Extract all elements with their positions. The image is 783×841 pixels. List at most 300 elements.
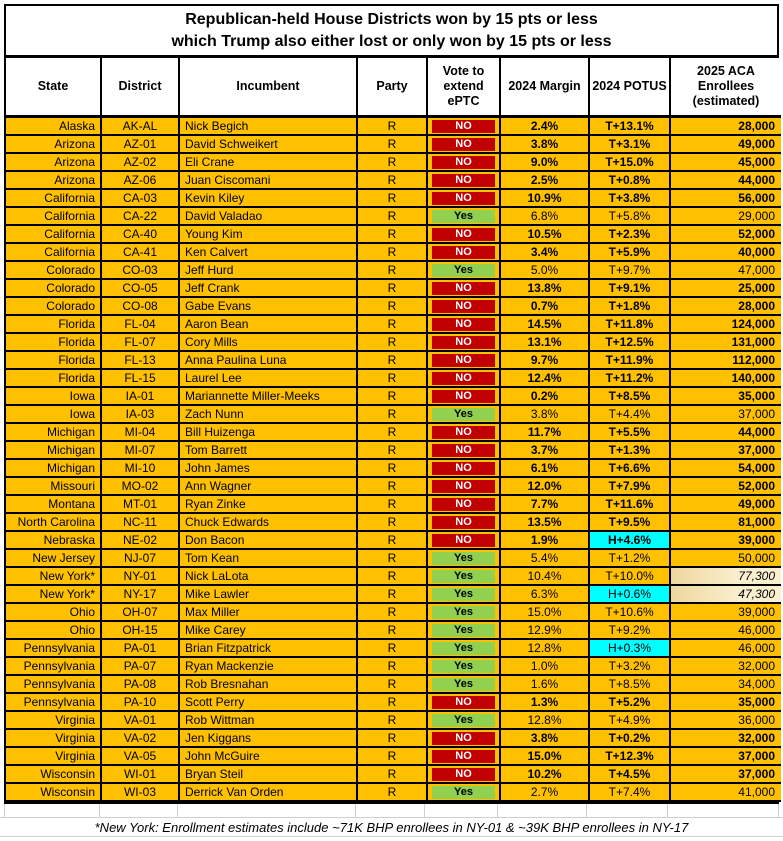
table-row <box>6 279 781 297</box>
cell-enrollees: 37,000 <box>670 405 781 423</box>
cell-vote <box>427 459 500 477</box>
table-row <box>6 477 781 495</box>
cell-party: R <box>357 639 427 657</box>
table-title <box>6 6 777 58</box>
cell-vote <box>427 135 500 153</box>
grid-cell <box>178 804 356 817</box>
cell-vote <box>427 315 500 333</box>
cell-district: IA-03 <box>101 405 179 423</box>
grid-cell <box>100 804 178 817</box>
cell-incumbent: Derrick Van Orden <box>179 783 357 801</box>
cell-state: Iowa <box>6 405 101 423</box>
cell-enrollees: 25,000 <box>670 279 781 297</box>
cell-enrollees: 140,000 <box>670 369 781 387</box>
cell-potus: T+11.9% <box>589 351 670 369</box>
vote-no-badge: NO <box>432 120 495 133</box>
vote-no-badge: NO <box>432 390 495 403</box>
vote-no-badge: NO <box>432 498 495 511</box>
cell-incumbent: Bill Huizenga <box>179 423 357 441</box>
cell-incumbent: Ken Calvert <box>179 243 357 261</box>
cell-vote <box>427 639 500 657</box>
cell-party: R <box>357 585 427 603</box>
cell-vote <box>427 171 500 189</box>
col-header-incumbent: Incumbent <box>179 58 357 117</box>
cell-district: AZ-01 <box>101 135 179 153</box>
table-row <box>6 189 781 207</box>
cell-district: WI-03 <box>101 783 179 801</box>
cell-potus: T+3.2% <box>589 657 670 675</box>
vote-no-badge: NO <box>432 732 495 745</box>
vote-no-badge: NO <box>432 516 495 529</box>
cell-enrollees: 37,000 <box>670 765 781 783</box>
cell-margin: 1.0% <box>500 657 589 675</box>
cell-state: Virginia <box>6 711 101 729</box>
cell-potus: T+5.2% <box>589 693 670 711</box>
cell-margin: 1.9% <box>500 531 589 549</box>
cell-district: IA-01 <box>101 387 179 405</box>
cell-margin: 10.5% <box>500 225 589 243</box>
table-row <box>6 639 781 657</box>
cell-vote <box>427 243 500 261</box>
grid-cell <box>5 804 100 817</box>
grid-cell <box>587 804 668 817</box>
cell-incumbent: Nick LaLota <box>179 567 357 585</box>
cell-district: PA-08 <box>101 675 179 693</box>
cell-party: R <box>357 315 427 333</box>
cell-margin: 10.2% <box>500 765 589 783</box>
cell-party: R <box>357 747 427 765</box>
cell-vote <box>427 405 500 423</box>
cell-potus: T+9.7% <box>589 261 670 279</box>
cell-state: Arizona <box>6 171 101 189</box>
cell-vote <box>427 387 500 405</box>
cell-potus: T+12.3% <box>589 747 670 765</box>
cell-state: California <box>6 189 101 207</box>
cell-district: PA-10 <box>101 693 179 711</box>
cell-margin: 10.4% <box>500 567 589 585</box>
cell-state: California <box>6 243 101 261</box>
cell-district: FL-07 <box>101 333 179 351</box>
cell-margin: 3.8% <box>500 729 589 747</box>
cell-district: CO-05 <box>101 279 179 297</box>
vote-no-badge: NO <box>432 174 495 187</box>
cell-incumbent: Jeff Hurd <box>179 261 357 279</box>
cell-potus: T+0.2% <box>589 729 670 747</box>
cell-district: AZ-06 <box>101 171 179 189</box>
cell-district: OH-07 <box>101 603 179 621</box>
table-row <box>6 423 781 441</box>
cell-state: Arizona <box>6 135 101 153</box>
cell-state: Michigan <box>6 441 101 459</box>
cell-potus: T+11.2% <box>589 369 670 387</box>
cell-vote <box>427 333 500 351</box>
cell-potus: T+13.1% <box>589 117 670 136</box>
cell-margin: 12.0% <box>500 477 589 495</box>
cell-incumbent: Gabe Evans <box>179 297 357 315</box>
cell-incumbent: Tom Kean <box>179 549 357 567</box>
col-header-enrollees: 2025 ACA Enrollees (estimated) <box>670 58 781 117</box>
cell-potus: H+0.3% <box>589 639 670 657</box>
table-row <box>6 783 781 801</box>
cell-incumbent: Ann Wagner <box>179 477 357 495</box>
cell-potus: T+11.8% <box>589 315 670 333</box>
table-row <box>6 621 781 639</box>
cell-enrollees: 46,000 <box>670 639 781 657</box>
cell-potus: T+4.4% <box>589 405 670 423</box>
cell-margin: 2.7% <box>500 783 589 801</box>
cell-vote <box>427 693 500 711</box>
cell-potus: T+8.5% <box>589 675 670 693</box>
cell-incumbent: John James <box>179 459 357 477</box>
vote-yes-badge: Yes <box>432 408 495 421</box>
cell-state: Ohio <box>6 621 101 639</box>
cell-vote <box>427 567 500 585</box>
cell-enrollees: 46,000 <box>670 621 781 639</box>
cell-potus: T+9.1% <box>589 279 670 297</box>
cell-party: R <box>357 207 427 225</box>
vote-yes-badge: Yes <box>432 588 495 601</box>
cell-state: Pennsylvania <box>6 657 101 675</box>
cell-potus: H+4.6% <box>589 531 670 549</box>
table-row <box>6 441 781 459</box>
cell-state: New York* <box>6 585 101 603</box>
cell-vote <box>427 261 500 279</box>
cell-margin: 3.7% <box>500 441 589 459</box>
grid-cell <box>356 804 426 817</box>
cell-state: Wisconsin <box>6 783 101 801</box>
cell-enrollees: 39,000 <box>670 603 781 621</box>
table-row <box>6 387 781 405</box>
table-row <box>6 225 781 243</box>
cell-party: R <box>357 117 427 136</box>
cell-potus: T+3.1% <box>589 135 670 153</box>
cell-enrollees: 47,000 <box>670 261 781 279</box>
grid-cell <box>425 804 498 817</box>
cell-incumbent: Max Miller <box>179 603 357 621</box>
cell-enrollees: 41,000 <box>670 783 781 801</box>
cell-margin: 1.6% <box>500 675 589 693</box>
cell-enrollees: 37,000 <box>670 747 781 765</box>
cell-district: CO-08 <box>101 297 179 315</box>
cell-state: Alaska <box>6 117 101 136</box>
cell-vote <box>427 603 500 621</box>
cell-vote <box>427 585 500 603</box>
cell-margin: 6.1% <box>500 459 589 477</box>
cell-party: R <box>357 621 427 639</box>
cell-enrollees: 47,300 <box>670 585 781 603</box>
table-row <box>6 711 781 729</box>
cell-enrollees: 81,000 <box>670 513 781 531</box>
cell-party: R <box>357 675 427 693</box>
cell-district: VA-01 <box>101 711 179 729</box>
cell-state: Pennsylvania <box>6 693 101 711</box>
cell-enrollees: 50,000 <box>670 549 781 567</box>
table-row <box>6 405 781 423</box>
vote-no-badge: NO <box>432 534 495 547</box>
cell-enrollees: 28,000 <box>670 117 781 136</box>
cell-party: R <box>357 189 427 207</box>
table-row <box>6 693 781 711</box>
cell-state: Colorado <box>6 261 101 279</box>
cell-incumbent: Rob Wittman <box>179 711 357 729</box>
districts-table-frame <box>4 4 779 804</box>
table-row <box>6 117 781 136</box>
cell-party: R <box>357 405 427 423</box>
cell-potus: T+1.3% <box>589 441 670 459</box>
cell-margin: 3.8% <box>500 405 589 423</box>
cell-vote <box>427 189 500 207</box>
cell-district: AZ-02 <box>101 153 179 171</box>
vote-yes-badge: Yes <box>432 606 495 619</box>
cell-incumbent: Bryan Steil <box>179 765 357 783</box>
cell-district: NY-17 <box>101 585 179 603</box>
vote-yes-badge: Yes <box>432 570 495 583</box>
cell-enrollees: 56,000 <box>670 189 781 207</box>
cell-enrollees: 32,000 <box>670 657 781 675</box>
vote-yes-badge: Yes <box>432 786 495 799</box>
cell-party: R <box>357 513 427 531</box>
cell-potus: T+10.0% <box>589 567 670 585</box>
cell-district: PA-01 <box>101 639 179 657</box>
cell-party: R <box>357 297 427 315</box>
col-header-district: District <box>101 58 179 117</box>
cell-potus: T+6.6% <box>589 459 670 477</box>
cell-vote <box>427 207 500 225</box>
cell-party: R <box>357 603 427 621</box>
cell-margin: 12.4% <box>500 369 589 387</box>
col-header-vote: Vote to extend ePTC <box>427 58 500 117</box>
cell-margin: 13.1% <box>500 333 589 351</box>
col-header-margin: 2024 Margin <box>500 58 589 117</box>
cell-potus: T+7.9% <box>589 477 670 495</box>
cell-party: R <box>357 711 427 729</box>
cell-state: Florida <box>6 333 101 351</box>
cell-district: MO-02 <box>101 477 179 495</box>
cell-vote <box>427 477 500 495</box>
cell-potus: T+3.8% <box>589 189 670 207</box>
cell-party: R <box>357 567 427 585</box>
cell-district: FL-15 <box>101 369 179 387</box>
cell-vote <box>427 657 500 675</box>
cell-vote <box>427 675 500 693</box>
cell-state: Florida <box>6 369 101 387</box>
cell-party: R <box>357 387 427 405</box>
cell-party: R <box>357 495 427 513</box>
vote-no-badge: NO <box>432 228 495 241</box>
cell-enrollees: 34,000 <box>670 675 781 693</box>
cell-district: MT-01 <box>101 495 179 513</box>
cell-potus: T+9.5% <box>589 513 670 531</box>
cell-potus: T+9.2% <box>589 621 670 639</box>
cell-party: R <box>357 693 427 711</box>
table-row <box>6 495 781 513</box>
cell-incumbent: Rob Bresnahan <box>179 675 357 693</box>
cell-vote <box>427 369 500 387</box>
title-line-1: Republican-held House Districts won by 15 pts or less <box>185 10 598 28</box>
cell-state: New York* <box>6 567 101 585</box>
cell-incumbent: Scott Perry <box>179 693 357 711</box>
cell-incumbent: Ryan Zinke <box>179 495 357 513</box>
vote-no-badge: NO <box>432 444 495 457</box>
table-row <box>6 243 781 261</box>
cell-incumbent: Brian Fitzpatrick <box>179 639 357 657</box>
cell-margin: 11.7% <box>500 423 589 441</box>
vote-no-badge: NO <box>432 300 495 313</box>
cell-potus: H+0.6% <box>589 585 670 603</box>
cell-margin: 3.8% <box>500 135 589 153</box>
cell-state: Florida <box>6 315 101 333</box>
cell-vote <box>427 495 500 513</box>
cell-district: VA-02 <box>101 729 179 747</box>
cell-margin: 7.7% <box>500 495 589 513</box>
cell-state: Colorado <box>6 279 101 297</box>
cell-party: R <box>357 225 427 243</box>
cell-margin: 14.5% <box>500 315 589 333</box>
table-row <box>6 297 781 315</box>
footnote: *New York: Enrollment estimates include ~71K BHP enrollees in NY-01 & ~39K BHP enrollees in NY-17 <box>0 817 783 837</box>
cell-potus: T+0.8% <box>589 171 670 189</box>
vote-no-badge: NO <box>432 696 495 709</box>
vote-yes-badge: Yes <box>432 678 495 691</box>
vote-no-badge: NO <box>432 282 495 295</box>
vote-no-badge: NO <box>432 354 495 367</box>
cell-potus: T+2.3% <box>589 225 670 243</box>
cell-incumbent: Nick Begich <box>179 117 357 136</box>
cell-incumbent: Aaron Bean <box>179 315 357 333</box>
cell-state: Ohio <box>6 603 101 621</box>
cell-state: Virginia <box>6 747 101 765</box>
cell-party: R <box>357 135 427 153</box>
cell-party: R <box>357 423 427 441</box>
cell-margin: 15.0% <box>500 603 589 621</box>
cell-vote <box>427 783 500 801</box>
cell-potus: T+12.5% <box>589 333 670 351</box>
vote-no-badge: NO <box>432 318 495 331</box>
vote-no-badge: NO <box>432 462 495 475</box>
cell-vote <box>427 549 500 567</box>
cell-party: R <box>357 477 427 495</box>
vote-yes-badge: Yes <box>432 660 495 673</box>
table-row <box>6 207 781 225</box>
table-row <box>6 765 781 783</box>
vote-no-badge: NO <box>432 336 495 349</box>
cell-enrollees: 35,000 <box>670 693 781 711</box>
cell-state: Arizona <box>6 153 101 171</box>
cell-potus: T+5.8% <box>589 207 670 225</box>
cell-state: Missouri <box>6 477 101 495</box>
cell-district: MI-10 <box>101 459 179 477</box>
cell-vote <box>427 513 500 531</box>
cell-vote <box>427 351 500 369</box>
cell-state: North Carolina <box>6 513 101 531</box>
cell-margin: 1.3% <box>500 693 589 711</box>
vote-yes-badge: Yes <box>432 552 495 565</box>
vote-no-badge: NO <box>432 138 495 151</box>
cell-incumbent: Kevin Kiley <box>179 189 357 207</box>
cell-incumbent: Young Kim <box>179 225 357 243</box>
table-row <box>6 369 781 387</box>
cell-incumbent: David Schweikert <box>179 135 357 153</box>
header-row <box>6 58 781 117</box>
cell-potus: T+4.5% <box>589 765 670 783</box>
cell-district: FL-13 <box>101 351 179 369</box>
cell-vote <box>427 423 500 441</box>
vote-no-badge: NO <box>432 480 495 493</box>
cell-district: NY-01 <box>101 567 179 585</box>
table-row <box>6 333 781 351</box>
cell-incumbent: Cory Mills <box>179 333 357 351</box>
cell-state: Michigan <box>6 423 101 441</box>
cell-party: R <box>357 531 427 549</box>
cell-enrollees: 124,000 <box>670 315 781 333</box>
table-row <box>6 747 781 765</box>
cell-vote <box>427 153 500 171</box>
cell-vote <box>427 531 500 549</box>
spreadsheet-page <box>0 4 783 837</box>
cell-enrollees: 44,000 <box>670 423 781 441</box>
cell-enrollees: 29,000 <box>670 207 781 225</box>
districts-table <box>6 58 781 802</box>
cell-vote <box>427 297 500 315</box>
cell-district: CA-03 <box>101 189 179 207</box>
cell-margin: 2.5% <box>500 171 589 189</box>
vote-no-badge: NO <box>432 372 495 385</box>
cell-party: R <box>357 243 427 261</box>
cell-margin: 5.4% <box>500 549 589 567</box>
col-header-party: Party <box>357 58 427 117</box>
table-row <box>6 675 781 693</box>
table-row <box>6 261 781 279</box>
cell-enrollees: 28,000 <box>670 297 781 315</box>
vote-no-badge: NO <box>432 768 495 781</box>
cell-vote <box>427 765 500 783</box>
cell-incumbent: David Valadao <box>179 207 357 225</box>
cell-potus: T+10.6% <box>589 603 670 621</box>
cell-margin: 15.0% <box>500 747 589 765</box>
cell-state: Michigan <box>6 459 101 477</box>
cell-incumbent: Eli Crane <box>179 153 357 171</box>
cell-state: Virginia <box>6 729 101 747</box>
table-row <box>6 531 781 549</box>
cell-enrollees: 40,000 <box>670 243 781 261</box>
vote-no-badge: NO <box>432 192 495 205</box>
cell-state: Nebraska <box>6 531 101 549</box>
table-row <box>6 351 781 369</box>
table-row <box>6 315 781 333</box>
cell-margin: 0.2% <box>500 387 589 405</box>
cell-enrollees: 52,000 <box>670 477 781 495</box>
cell-potus: T+8.5% <box>589 387 670 405</box>
cell-state: Florida <box>6 351 101 369</box>
cell-district: NE-02 <box>101 531 179 549</box>
cell-state: California <box>6 207 101 225</box>
cell-incumbent: Ryan Mackenzie <box>179 657 357 675</box>
vote-yes-badge: Yes <box>432 210 495 223</box>
vote-no-badge: NO <box>432 246 495 259</box>
vote-yes-badge: Yes <box>432 264 495 277</box>
table-row <box>6 567 781 585</box>
cell-district: MI-07 <box>101 441 179 459</box>
cell-state: New Jersey <box>6 549 101 567</box>
cell-margin: 6.3% <box>500 585 589 603</box>
cell-vote <box>427 279 500 297</box>
cell-enrollees: 54,000 <box>670 459 781 477</box>
cell-district: CA-40 <box>101 225 179 243</box>
cell-potus: T+15.0% <box>589 153 670 171</box>
cell-party: R <box>357 153 427 171</box>
cell-margin: 13.5% <box>500 513 589 531</box>
cell-enrollees: 49,000 <box>670 495 781 513</box>
